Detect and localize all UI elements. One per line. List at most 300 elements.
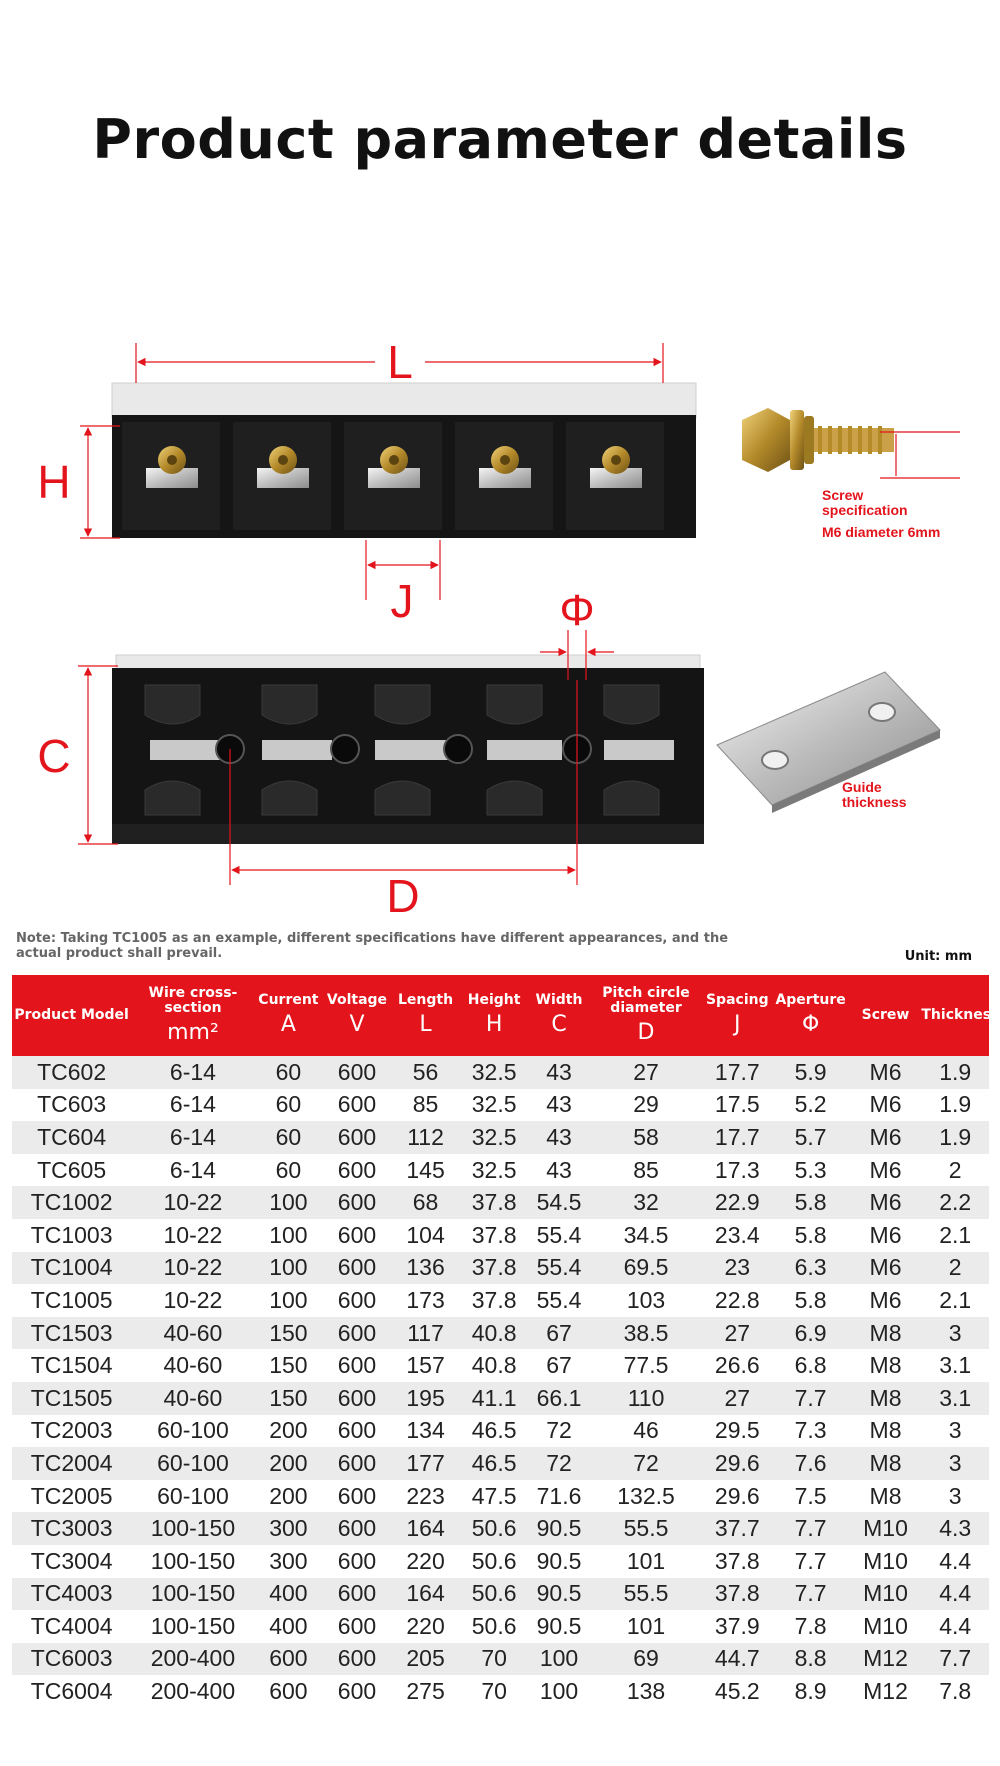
table-cell: TC1004	[12, 1252, 131, 1285]
table-cell: 138	[589, 1675, 703, 1708]
guide-label-line1: Guide	[842, 779, 882, 795]
column-header-label: Wire cross-section	[148, 984, 238, 1016]
table-cell: 55.5	[589, 1512, 703, 1545]
table-cell: 600	[322, 1675, 392, 1708]
table-cell: 54.5	[529, 1186, 589, 1219]
column-header-label: Screw	[861, 1007, 910, 1023]
table-cell: 4.3	[921, 1512, 989, 1545]
table-cell: 400	[255, 1610, 323, 1643]
table-cell: 195	[392, 1382, 460, 1415]
table-cell: 37.8	[459, 1219, 529, 1252]
column-header	[850, 975, 922, 1056]
table-cell: M6	[850, 1056, 922, 1089]
table-cell: 5.3	[772, 1154, 850, 1187]
table-cell: 5.8	[772, 1284, 850, 1317]
table-cell: 7.7	[921, 1643, 989, 1676]
table-cell: 223	[392, 1480, 460, 1513]
column-header	[392, 975, 460, 1056]
table-cell: 5.7	[772, 1121, 850, 1154]
table-cell: 600	[322, 1415, 392, 1448]
table-cell: 134	[392, 1415, 460, 1448]
table-cell: TC1002	[12, 1186, 131, 1219]
table-cell: 27	[589, 1056, 703, 1089]
column-header-label: Voltage	[326, 992, 388, 1008]
table-body	[12, 1056, 989, 1708]
table-row	[12, 1675, 989, 1708]
table-cell: 2	[921, 1154, 989, 1187]
table-cell: 50.6	[459, 1578, 529, 1611]
table-row	[12, 1154, 989, 1187]
table-row	[12, 1252, 989, 1285]
column-header-unit: L	[419, 1012, 432, 1037]
table-cell: 6.3	[772, 1252, 850, 1285]
table-cell: 4.4	[921, 1545, 989, 1578]
table-cell: 34.5	[589, 1219, 703, 1252]
table-cell: 90.5	[529, 1545, 589, 1578]
table-row	[12, 1610, 989, 1643]
table-cell: 72	[529, 1447, 589, 1480]
table-cell: 44.7	[703, 1643, 772, 1676]
table-cell: 60-100	[131, 1447, 254, 1480]
table-cell: 3	[921, 1317, 989, 1350]
table-cell: TC1505	[12, 1382, 131, 1415]
table-cell: 200-400	[131, 1675, 254, 1708]
table-cell: 46.5	[459, 1447, 529, 1480]
table-cell: 8.9	[772, 1675, 850, 1708]
table-cell: 72	[589, 1447, 703, 1480]
table-cell: 145	[392, 1154, 460, 1187]
table-cell: M6	[850, 1154, 922, 1187]
table-cell: 71.6	[529, 1480, 589, 1513]
table-cell: 32.5	[459, 1154, 529, 1187]
table-cell: 400	[255, 1578, 323, 1611]
table-cell: 100	[529, 1675, 589, 1708]
table-cell: 43	[529, 1089, 589, 1122]
table-cell: TC4003	[12, 1578, 131, 1611]
dim-label-l: L	[387, 336, 413, 388]
column-header-label: Length	[398, 992, 454, 1008]
table-cell: 100	[255, 1252, 323, 1285]
table-cell: TC603	[12, 1089, 131, 1122]
table-cell: 41.1	[459, 1382, 529, 1415]
table-cell: TC2004	[12, 1447, 131, 1480]
table-cell: 600	[322, 1056, 392, 1089]
table-cell: 173	[392, 1284, 460, 1317]
table-cell: 150	[255, 1317, 323, 1350]
table-cell: 220	[392, 1545, 460, 1578]
table-cell: 200	[255, 1447, 323, 1480]
table-cell: 100	[255, 1284, 323, 1317]
column-header	[131, 975, 254, 1056]
table-cell: TC3003	[12, 1512, 131, 1545]
table-cell: 117	[392, 1317, 460, 1350]
table-cell: 164	[392, 1512, 460, 1545]
column-header-unit: V	[349, 1012, 365, 1037]
column-header	[322, 975, 392, 1056]
table-cell: 43	[529, 1154, 589, 1187]
table-cell: 7.5	[772, 1480, 850, 1513]
table-cell: 300	[255, 1512, 323, 1545]
table-cell: M10	[850, 1578, 922, 1611]
table-cell: 600	[322, 1480, 392, 1513]
table-cell: 600	[322, 1154, 392, 1187]
table-cell: 90.5	[529, 1578, 589, 1611]
table-cell: TC605	[12, 1154, 131, 1187]
table-cell: 27	[703, 1317, 772, 1350]
table-cell: 5.9	[772, 1056, 850, 1089]
column-header	[589, 975, 703, 1056]
table-cell: M10	[850, 1512, 922, 1545]
table-cell: 69.5	[589, 1252, 703, 1285]
table-cell: 2.1	[921, 1284, 989, 1317]
table-cell: 72	[529, 1415, 589, 1448]
table-cell: TC1503	[12, 1317, 131, 1350]
table-cell: TC602	[12, 1056, 131, 1089]
dim-label-j: J	[390, 575, 414, 627]
table-cell: 17.7	[703, 1056, 772, 1089]
table-cell: 68	[392, 1186, 460, 1219]
column-header-unit: D	[637, 1019, 655, 1045]
table-cell: 7.7	[772, 1382, 850, 1415]
table-cell: 5.8	[772, 1219, 850, 1252]
dim-label-d: D	[386, 870, 420, 920]
screw-label-line2: specification	[822, 502, 908, 518]
table-cell: 600	[322, 1317, 392, 1350]
dimension-diagram	[0, 300, 1000, 920]
table-cell: TC1005	[12, 1284, 131, 1317]
table-cell: 220	[392, 1610, 460, 1643]
column-header-label: Width	[535, 992, 583, 1008]
table-cell: 200	[255, 1480, 323, 1513]
table-cell: 3.1	[921, 1349, 989, 1382]
table-cell: 37.8	[459, 1252, 529, 1285]
table-cell: 23	[703, 1252, 772, 1285]
table-cell: 32.5	[459, 1056, 529, 1089]
table-cell: 6-14	[131, 1121, 254, 1154]
table-row	[12, 1545, 989, 1578]
column-header	[12, 975, 131, 1056]
table-cell: 7.8	[921, 1675, 989, 1708]
table-cell: 43	[529, 1056, 589, 1089]
table-cell: 17.3	[703, 1154, 772, 1187]
column-header-label: Thickness	[921, 1007, 1000, 1023]
table-cell: M8	[850, 1480, 922, 1513]
table-cell: 103	[589, 1284, 703, 1317]
table-cell: M6	[850, 1284, 922, 1317]
table-cell: 32	[589, 1186, 703, 1219]
table-cell: 3	[921, 1480, 989, 1513]
table-cell: 69	[589, 1643, 703, 1676]
table-cell: 10-22	[131, 1186, 254, 1219]
table-cell: 7.7	[772, 1512, 850, 1545]
table-cell: 40.8	[459, 1349, 529, 1382]
table-cell: 600	[322, 1349, 392, 1382]
column-header-label: Height	[467, 992, 521, 1008]
table-cell: M8	[850, 1317, 922, 1350]
table-cell: M6	[850, 1252, 922, 1285]
column-header	[529, 975, 589, 1056]
table-cell: 10-22	[131, 1252, 254, 1285]
table-cell: 100-150	[131, 1578, 254, 1611]
table-cell: 600	[322, 1643, 392, 1676]
table-cell: 10-22	[131, 1284, 254, 1317]
terminal-block-bottom-view	[112, 655, 704, 844]
table-cell: 6.9	[772, 1317, 850, 1350]
dim-label-c: C	[37, 730, 71, 782]
table-row	[12, 1284, 989, 1317]
table-cell: 29.6	[703, 1480, 772, 1513]
table-cell: 27	[703, 1382, 772, 1415]
table-cell: 37.8	[703, 1578, 772, 1611]
table-cell: 136	[392, 1252, 460, 1285]
table-cell: 55.5	[589, 1578, 703, 1611]
table-cell: 23.4	[703, 1219, 772, 1252]
table-cell: 101	[589, 1610, 703, 1643]
table-cell: 600	[322, 1578, 392, 1611]
table-cell: 40-60	[131, 1317, 254, 1350]
table-cell: 132.5	[589, 1480, 703, 1513]
table-row	[12, 1415, 989, 1448]
column-header	[772, 975, 850, 1056]
column-header	[459, 975, 529, 1056]
column-header	[703, 975, 772, 1056]
dim-label-phi: Φ	[559, 586, 595, 635]
table-cell: 600	[322, 1447, 392, 1480]
table-cell: 85	[392, 1089, 460, 1122]
table-cell: 275	[392, 1675, 460, 1708]
table-cell: TC6004	[12, 1675, 131, 1708]
table-row	[12, 1512, 989, 1545]
table-cell: 600	[322, 1382, 392, 1415]
unit-label: Unit: mm	[904, 949, 972, 964]
screw-label-line1: Screw	[822, 487, 864, 503]
screw-illustration	[742, 408, 894, 472]
table-cell: 1.9	[921, 1121, 989, 1154]
guide-plate-illustration	[717, 672, 940, 813]
table-row	[12, 1643, 989, 1676]
terminal-block-top-view	[112, 383, 696, 538]
table-row	[12, 1578, 989, 1611]
table-cell: 2	[921, 1252, 989, 1285]
table-row	[12, 1121, 989, 1154]
table-cell: 47.5	[459, 1480, 529, 1513]
table-cell: 45.2	[703, 1675, 772, 1708]
table-cell: 56	[392, 1056, 460, 1089]
table-cell: 101	[589, 1545, 703, 1578]
table-cell: 58	[589, 1121, 703, 1154]
table-cell: 46.5	[459, 1415, 529, 1448]
table-cell: 3	[921, 1447, 989, 1480]
table-cell: 70	[459, 1643, 529, 1676]
table-cell: 90.5	[529, 1512, 589, 1545]
table-cell: 3.1	[921, 1382, 989, 1415]
table-cell: 1.9	[921, 1056, 989, 1089]
column-header-label: Aperture	[775, 992, 846, 1008]
table-cell: 100-150	[131, 1545, 254, 1578]
table-cell: 60	[255, 1089, 323, 1122]
column-header-label: Spacing	[705, 992, 769, 1008]
table-cell: 600	[322, 1512, 392, 1545]
table-cell: 26.6	[703, 1349, 772, 1382]
table-cell: 90.5	[529, 1610, 589, 1643]
table-cell: M12	[850, 1675, 922, 1708]
table-cell: 60	[255, 1121, 323, 1154]
note-text: Note: Taking TC1005 as an example, different specifications have different appearances, and the actual product shall prevail.	[16, 931, 729, 961]
column-header-unit: C	[551, 1012, 567, 1037]
column-header-label: Product Model	[14, 1007, 129, 1023]
table-cell: 40-60	[131, 1349, 254, 1382]
table-cell: 6-14	[131, 1056, 254, 1089]
table-cell: 600	[255, 1675, 323, 1708]
column-header-label: Current	[258, 992, 319, 1008]
table-cell: M6	[850, 1121, 922, 1154]
table-cell: 2.1	[921, 1219, 989, 1252]
table-cell: 4.4	[921, 1610, 989, 1643]
table-cell: 4.4	[921, 1578, 989, 1611]
table-cell: M6	[850, 1219, 922, 1252]
table-cell: 55.4	[529, 1284, 589, 1317]
table-cell: 50.6	[459, 1610, 529, 1643]
table-cell: M8	[850, 1349, 922, 1382]
table-cell: 37.8	[703, 1545, 772, 1578]
table-cell: 50.6	[459, 1512, 529, 1545]
table-cell: 29.6	[703, 1447, 772, 1480]
table-cell: 600	[322, 1089, 392, 1122]
spec-table	[12, 975, 1000, 1708]
table-cell: 7.6	[772, 1447, 850, 1480]
table-cell: 29	[589, 1089, 703, 1122]
table-row	[12, 1089, 989, 1122]
guide-label-line2: thickness	[842, 794, 907, 810]
table-cell: 60-100	[131, 1415, 254, 1448]
table-cell: M10	[850, 1610, 922, 1643]
table-cell: 60-100	[131, 1480, 254, 1513]
table-row	[12, 1317, 989, 1350]
table-cell: 150	[255, 1382, 323, 1415]
table-cell: 8.8	[772, 1643, 850, 1676]
table-cell: 32.5	[459, 1121, 529, 1154]
table-cell: 55.4	[529, 1252, 589, 1285]
column-header-unit: J	[734, 1012, 741, 1037]
table-cell: 6-14	[131, 1089, 254, 1122]
table-cell: 7.8	[772, 1610, 850, 1643]
column-header-unit: mm²	[167, 1019, 219, 1045]
dim-label-h: H	[37, 456, 71, 508]
table-cell: TC3004	[12, 1545, 131, 1578]
table-cell: M6	[850, 1089, 922, 1122]
table-cell: 37.8	[459, 1284, 529, 1317]
table-cell: M8	[850, 1447, 922, 1480]
table-cell: 600	[322, 1186, 392, 1219]
table-cell: 60	[255, 1056, 323, 1089]
table-cell: 600	[322, 1121, 392, 1154]
table-cell: 7.7	[772, 1578, 850, 1611]
table-cell: 600	[322, 1284, 392, 1317]
column-header	[255, 975, 323, 1056]
column-header-label: Pitch circle diameter	[602, 984, 690, 1016]
table-cell: 38.5	[589, 1317, 703, 1350]
table-cell: 5.8	[772, 1186, 850, 1219]
table-row	[12, 1447, 989, 1480]
table-cell: 85	[589, 1154, 703, 1187]
table-row	[12, 1056, 989, 1089]
column-header-unit: Φ	[801, 1012, 820, 1037]
screw-label-line3: M6 diameter 6mm	[822, 524, 941, 540]
table-cell: 150	[255, 1349, 323, 1382]
table-cell: M12	[850, 1643, 922, 1676]
table-cell: TC604	[12, 1121, 131, 1154]
table-cell: 600	[322, 1219, 392, 1252]
table-cell: 100-150	[131, 1610, 254, 1643]
table-cell: 112	[392, 1121, 460, 1154]
table-cell: 600	[322, 1610, 392, 1643]
table-cell: TC1504	[12, 1349, 131, 1382]
table-cell: M8	[850, 1415, 922, 1448]
table-cell: 67	[529, 1349, 589, 1382]
table-cell: 5.2	[772, 1089, 850, 1122]
table-cell: 100-150	[131, 1512, 254, 1545]
table-cell: 177	[392, 1447, 460, 1480]
table-cell: 66.1	[529, 1382, 589, 1415]
table-cell: 100	[255, 1219, 323, 1252]
table-row	[12, 1349, 989, 1382]
table-cell: 6-14	[131, 1154, 254, 1187]
table-cell: 17.7	[703, 1121, 772, 1154]
table-cell: 22.8	[703, 1284, 772, 1317]
table-cell: 600	[255, 1643, 323, 1676]
table-cell: M10	[850, 1545, 922, 1578]
table-cell: 77.5	[589, 1349, 703, 1382]
column-header-unit: A	[280, 1012, 296, 1037]
table-cell: 7.3	[772, 1415, 850, 1448]
table-cell: 104	[392, 1219, 460, 1252]
table-cell: TC6003	[12, 1643, 131, 1676]
table-cell: 164	[392, 1578, 460, 1611]
table-cell: 300	[255, 1545, 323, 1578]
table-cell: 157	[392, 1349, 460, 1382]
table-cell: M6	[850, 1186, 922, 1219]
table-cell: 2.2	[921, 1186, 989, 1219]
table-cell: 55.4	[529, 1219, 589, 1252]
table-row	[12, 1480, 989, 1513]
table-cell: 205	[392, 1643, 460, 1676]
table-cell: 40.8	[459, 1317, 529, 1350]
table-cell: TC1003	[12, 1219, 131, 1252]
table-row	[12, 1382, 989, 1415]
table-cell: 40-60	[131, 1382, 254, 1415]
table-cell: 600	[322, 1545, 392, 1578]
column-header-unit: H	[485, 1012, 503, 1037]
table-cell: 67	[529, 1317, 589, 1350]
table-cell: TC2003	[12, 1415, 131, 1448]
table-cell: M8	[850, 1382, 922, 1415]
table-cell: 60	[255, 1154, 323, 1187]
table-cell: 46	[589, 1415, 703, 1448]
table-cell: 6.8	[772, 1349, 850, 1382]
page-title: Product parameter details	[92, 108, 908, 171]
table-cell: TC2005	[12, 1480, 131, 1513]
table-cell: 70	[459, 1675, 529, 1708]
table-cell: TC4004	[12, 1610, 131, 1643]
table-cell: 200	[255, 1415, 323, 1448]
table-cell: 32.5	[459, 1089, 529, 1122]
table-row	[12, 1219, 989, 1252]
table-cell: 37.8	[459, 1186, 529, 1219]
table-cell: 100	[529, 1643, 589, 1676]
table-cell: 200-400	[131, 1643, 254, 1676]
table-cell: 37.7	[703, 1512, 772, 1545]
column-header	[921, 975, 1000, 1056]
